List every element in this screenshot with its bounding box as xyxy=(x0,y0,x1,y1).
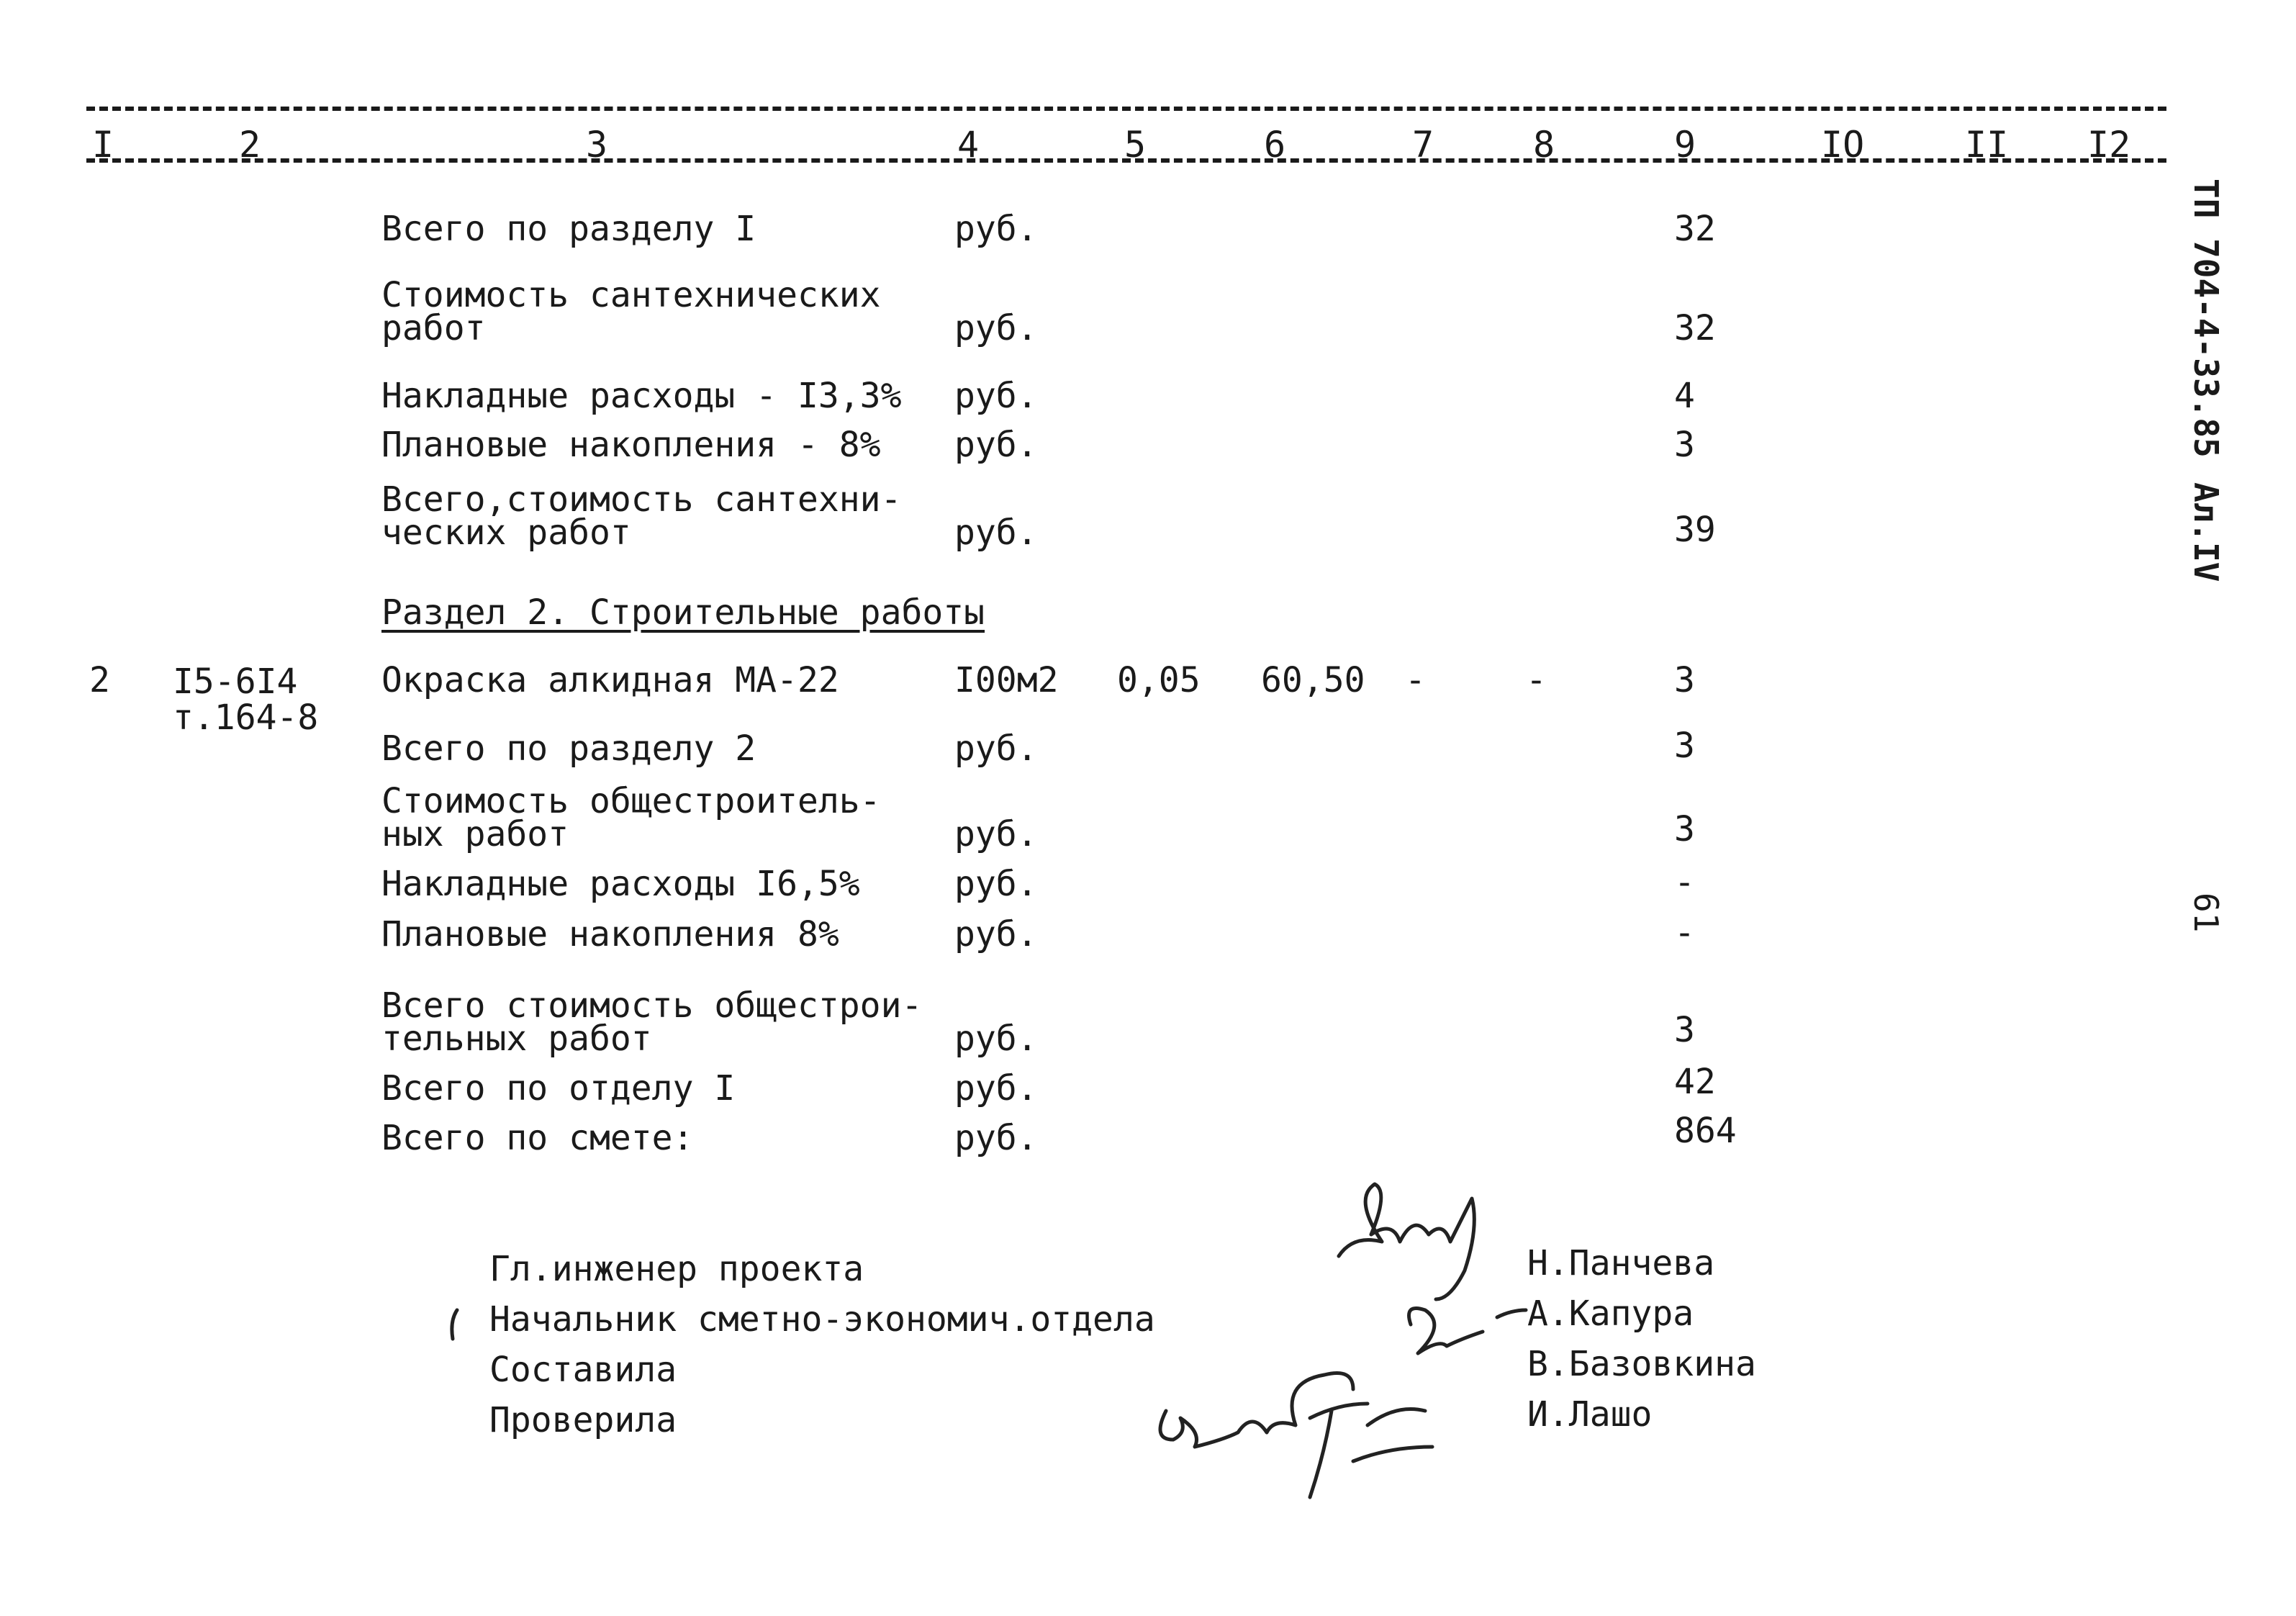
row-name: Всего по разделу I xyxy=(381,209,756,249)
page-number: 61 xyxy=(2187,893,2225,933)
row-total: 32 xyxy=(1674,308,1716,348)
row-unit: руб. xyxy=(954,814,1038,854)
row-name-line1: Стоимость общестроитель- xyxy=(381,781,881,821)
signature-role: Проверила xyxy=(489,1400,677,1440)
row-name-line2: работ xyxy=(381,308,486,348)
signature-role: Составила xyxy=(489,1350,677,1390)
row-total: 39 xyxy=(1674,510,1716,550)
signature-role: Начальник сметно-экономич.отдела xyxy=(489,1299,1155,1340)
signature-role: Гл.инженер проекта xyxy=(489,1249,864,1289)
row-unit: руб. xyxy=(954,914,1038,954)
item-unit: I00м2 xyxy=(954,660,1059,700)
col-header-6: 6 xyxy=(1264,124,1286,166)
signature-person: В.Базовкина xyxy=(1527,1344,1756,1384)
row-total: - xyxy=(1674,862,1695,903)
item-name: Окраска алкидная МА-22 xyxy=(381,660,839,700)
row-unit: руб. xyxy=(954,728,1038,769)
side-album: Ал.IV xyxy=(2187,482,2225,582)
section-title: Раздел 2. Строительные работы xyxy=(381,592,985,633)
row-name-line1: Всего,стоимость сантехни- xyxy=(381,479,902,520)
row-unit: руб. xyxy=(954,425,1038,465)
row-unit: руб. xyxy=(954,1019,1038,1059)
row-total: 3 xyxy=(1674,809,1695,849)
item-quantity: 0,05 xyxy=(1117,660,1201,700)
row-name-line2: тельных работ xyxy=(381,1019,652,1059)
row-unit: руб. xyxy=(954,209,1038,249)
signature-mark-2 xyxy=(1409,1309,1527,1354)
item-total: 3 xyxy=(1674,660,1695,700)
col-header-9: 9 xyxy=(1674,124,1696,166)
signature-person: И.Лашо xyxy=(1527,1394,1653,1435)
col-header-2: 2 xyxy=(239,124,261,166)
row-name-line2: ческих работ xyxy=(381,513,631,553)
row-name: Накладные расходы I6,5% xyxy=(381,864,860,904)
item-code-line1: I5-6I4 xyxy=(173,662,298,702)
row-name-line1: Всего стоимость общестрои- xyxy=(381,985,923,1026)
col-header-8: 8 xyxy=(1533,124,1555,166)
row-total: 3 xyxy=(1674,726,1695,766)
signature-person: Н.Панчева xyxy=(1527,1243,1715,1283)
row-name: Плановые накопления - 8% xyxy=(381,425,881,465)
row-name: Накладные расходы - I3,3% xyxy=(381,376,902,416)
item-number: 2 xyxy=(89,660,110,700)
row-unit: руб. xyxy=(954,1068,1038,1109)
col-header-11: II xyxy=(1965,124,2009,166)
row-unit: руб. xyxy=(954,864,1038,904)
signature-mark-3 xyxy=(1160,1373,1432,1498)
item-price: 60,50 xyxy=(1261,660,1365,700)
signature-mark-1 xyxy=(1339,1184,1474,1299)
row-unit: руб. xyxy=(954,513,1038,553)
col-header-10: IO xyxy=(1821,124,1865,166)
row-unit: руб. xyxy=(954,308,1038,348)
row-total: 42 xyxy=(1674,1062,1716,1102)
col-header-4: 4 xyxy=(957,124,980,166)
row-name: Всего по разделу 2 xyxy=(381,728,756,769)
col-header-3: 3 xyxy=(586,124,608,166)
row-total: 3 xyxy=(1674,1010,1695,1050)
row-name: Плановые накопления 8% xyxy=(381,914,839,954)
item-col7: - xyxy=(1405,660,1426,700)
row-total: 4 xyxy=(1674,376,1695,416)
row-total: 864 xyxy=(1674,1111,1737,1151)
row-total: 32 xyxy=(1674,209,1716,249)
row-name-line2: ных работ xyxy=(381,814,569,854)
row-total: - xyxy=(1674,913,1695,953)
row-name-line1: Стоимость сантехнических xyxy=(381,275,881,315)
signature-person: А.Капура xyxy=(1527,1294,1694,1334)
row-total: 3 xyxy=(1674,425,1695,465)
signature-mark-4 xyxy=(452,1310,457,1339)
col-header-7: 7 xyxy=(1412,124,1434,166)
side-code: ТП 704-4-33.85 xyxy=(2187,179,2225,458)
item-col8: - xyxy=(1526,660,1547,700)
row-unit: руб. xyxy=(954,376,1038,416)
row-unit: руб. xyxy=(954,1118,1038,1158)
col-header-1: I xyxy=(92,124,114,166)
col-header-5: 5 xyxy=(1124,124,1147,166)
item-code-line2: т.164-8 xyxy=(173,698,319,738)
col-header-12: I2 xyxy=(2087,124,2131,166)
row-name: Всего по отделу I xyxy=(381,1068,736,1109)
row-name: Всего по смете: xyxy=(381,1118,694,1158)
